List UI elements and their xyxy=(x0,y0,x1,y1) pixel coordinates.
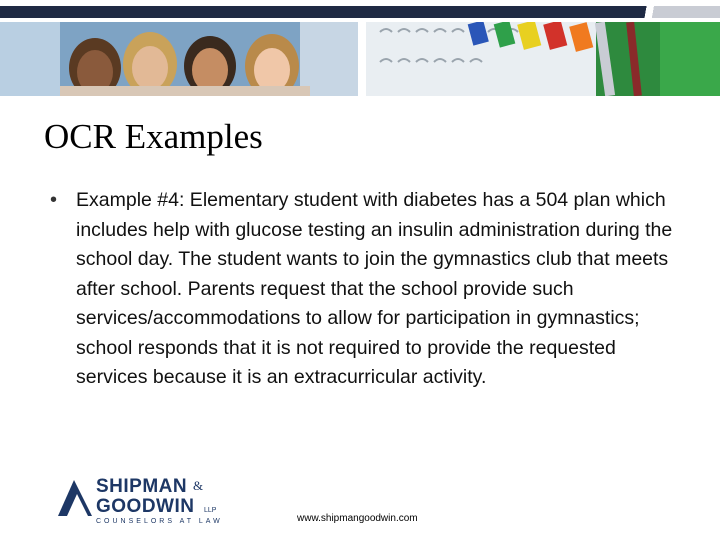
logo-ampersand: & xyxy=(193,478,204,493)
logo-suffix: LLP xyxy=(204,507,217,514)
mountain-logo-icon xyxy=(58,478,92,518)
banner-illustration xyxy=(0,22,720,96)
logo-word-shipman: SHIPMAN xyxy=(96,476,188,497)
footer-website: www.shipmangoodwin.com xyxy=(297,513,418,524)
header-banner-photo xyxy=(0,22,720,96)
slide-title: OCR Examples xyxy=(44,117,263,156)
bullet-text: Example #4: Elementary student with diabetes has a 504 plan which includes help with glucose testing an insulin administration during the school day. The student wants to join the gymnastics club that meets after school. Parents request that the school provide such services/accommodations to allow for participation in gymnastics; school responds that it is not required to provide the requested services because it is an extracurricular activity. xyxy=(76,189,673,388)
logo-word-goodwin: GOODWIN xyxy=(96,496,195,517)
header-bar xyxy=(0,0,720,22)
header-navy-stripe xyxy=(0,6,640,18)
bullet-marker: • xyxy=(50,189,58,211)
header-slant-accent xyxy=(630,6,720,18)
shipman-goodwin-logo xyxy=(58,472,238,528)
logo-tagline: COUNSELORS AT LAW xyxy=(96,518,223,525)
